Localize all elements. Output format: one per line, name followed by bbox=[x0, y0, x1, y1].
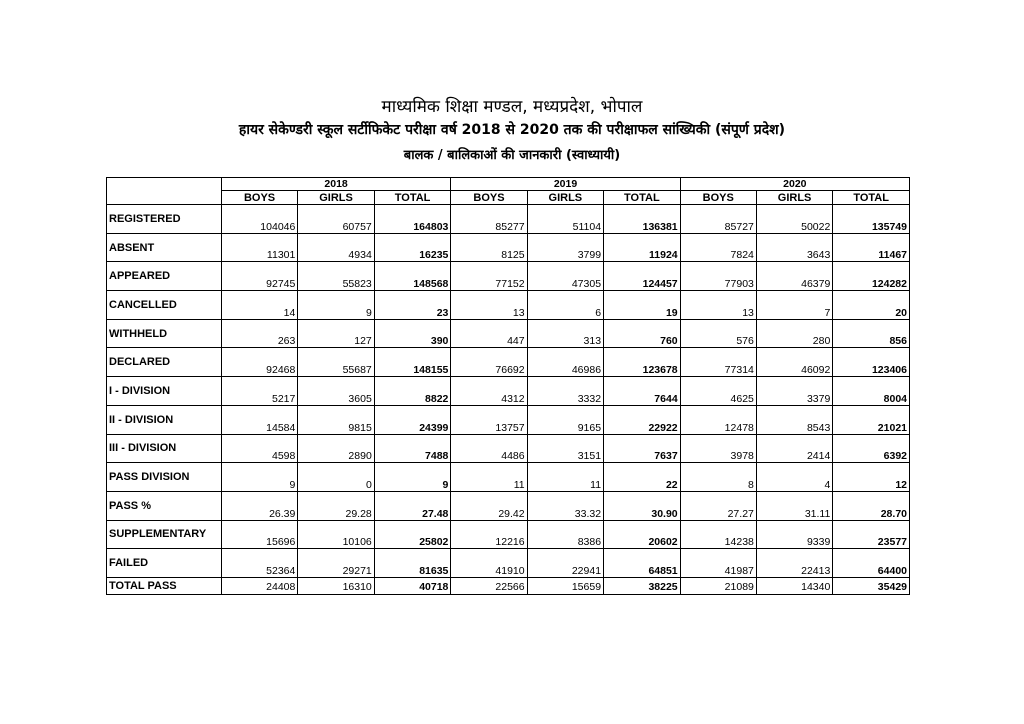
row-label: I - DIVISION bbox=[107, 377, 222, 406]
value-cell: 10106 bbox=[298, 520, 374, 549]
value-cell: 11 bbox=[451, 463, 527, 492]
value-cell: 8386 bbox=[527, 520, 603, 549]
value-cell: 8125 bbox=[451, 233, 527, 262]
total-cell: 123406 bbox=[833, 348, 910, 377]
value-cell: 50022 bbox=[756, 205, 832, 234]
value-cell: 77152 bbox=[451, 262, 527, 291]
value-cell: 55823 bbox=[298, 262, 374, 291]
table-row bbox=[107, 405, 910, 434]
value-cell: 13757 bbox=[451, 405, 527, 434]
row-label: II - DIVISION bbox=[107, 405, 222, 434]
value-cell: 16310 bbox=[298, 577, 374, 594]
value-cell: 127 bbox=[298, 319, 374, 348]
value-cell: 11301 bbox=[221, 233, 298, 262]
value-cell: 46379 bbox=[756, 262, 832, 291]
row-label: DECLARED bbox=[107, 348, 222, 377]
total-cell: 20 bbox=[833, 291, 910, 320]
value-cell: 4486 bbox=[451, 434, 527, 463]
year-header-row bbox=[107, 178, 910, 191]
value-cell: 31.11 bbox=[756, 491, 832, 520]
total-cell: 28.70 bbox=[833, 491, 910, 520]
value-cell: 14 bbox=[221, 291, 298, 320]
value-cell: 313 bbox=[527, 319, 603, 348]
value-cell: 14238 bbox=[680, 520, 756, 549]
year-header: 2019 bbox=[451, 178, 680, 191]
value-cell: 104046 bbox=[221, 205, 298, 234]
corner-cell bbox=[107, 178, 222, 205]
value-cell: 41987 bbox=[680, 549, 756, 578]
total-cell: 16235 bbox=[374, 233, 451, 262]
value-cell: 46986 bbox=[527, 348, 603, 377]
column-header-row bbox=[107, 191, 910, 205]
value-cell: 3379 bbox=[756, 377, 832, 406]
total-cell: 19 bbox=[604, 291, 681, 320]
total-cell: 64400 bbox=[833, 549, 910, 578]
total-cell: 148568 bbox=[374, 262, 451, 291]
value-cell: 7 bbox=[756, 291, 832, 320]
value-cell: 2414 bbox=[756, 434, 832, 463]
total-cell: 124282 bbox=[833, 262, 910, 291]
value-cell: 41910 bbox=[451, 549, 527, 578]
total-cell: 25802 bbox=[374, 520, 451, 549]
total-cell: 124457 bbox=[604, 262, 681, 291]
value-cell: 263 bbox=[221, 319, 298, 348]
total-cell: 21021 bbox=[833, 405, 910, 434]
value-cell: 4598 bbox=[221, 434, 298, 463]
total-cell: 11467 bbox=[833, 233, 910, 262]
total-cell: 27.48 bbox=[374, 491, 451, 520]
value-cell: 13 bbox=[680, 291, 756, 320]
value-cell: 576 bbox=[680, 319, 756, 348]
value-cell: 60757 bbox=[298, 205, 374, 234]
value-cell: 5217 bbox=[221, 377, 298, 406]
value-cell: 9815 bbox=[298, 405, 374, 434]
table-body bbox=[107, 205, 910, 595]
value-cell: 3605 bbox=[298, 377, 374, 406]
table-row bbox=[107, 291, 910, 320]
value-cell: 12216 bbox=[451, 520, 527, 549]
value-cell: 29.28 bbox=[298, 491, 374, 520]
value-cell: 3799 bbox=[527, 233, 603, 262]
value-cell: 15659 bbox=[527, 577, 603, 594]
total-cell: 22 bbox=[604, 463, 681, 492]
column-header: TOTAL bbox=[604, 191, 681, 205]
row-label: III - DIVISION bbox=[107, 434, 222, 463]
value-cell: 77903 bbox=[680, 262, 756, 291]
value-cell: 76692 bbox=[451, 348, 527, 377]
row-label: APPEARED bbox=[107, 262, 222, 291]
value-cell: 27.27 bbox=[680, 491, 756, 520]
value-cell: 7824 bbox=[680, 233, 756, 262]
column-header: BOYS bbox=[221, 191, 298, 205]
value-cell: 92468 bbox=[221, 348, 298, 377]
row-label: PASS % bbox=[107, 491, 222, 520]
table-row bbox=[107, 205, 910, 234]
total-cell: 40718 bbox=[374, 577, 451, 594]
total-cell: 164803 bbox=[374, 205, 451, 234]
value-cell: 14584 bbox=[221, 405, 298, 434]
table-row bbox=[107, 491, 910, 520]
year-header: 2018 bbox=[221, 178, 451, 191]
value-cell: 0 bbox=[298, 463, 374, 492]
value-cell: 4934 bbox=[298, 233, 374, 262]
value-cell: 24408 bbox=[221, 577, 298, 594]
row-label: WITHHELD bbox=[107, 319, 222, 348]
total-cell: 6392 bbox=[833, 434, 910, 463]
table-row bbox=[107, 319, 910, 348]
total-cell: 148155 bbox=[374, 348, 451, 377]
value-cell: 8 bbox=[680, 463, 756, 492]
row-label: FAILED bbox=[107, 549, 222, 578]
total-cell: 12 bbox=[833, 463, 910, 492]
value-cell: 3332 bbox=[527, 377, 603, 406]
value-cell: 4625 bbox=[680, 377, 756, 406]
total-cell: 7637 bbox=[604, 434, 681, 463]
table-row bbox=[107, 348, 910, 377]
value-cell: 9 bbox=[221, 463, 298, 492]
value-cell: 3151 bbox=[527, 434, 603, 463]
row-label: ABSENT bbox=[107, 233, 222, 262]
column-header: GIRLS bbox=[298, 191, 374, 205]
value-cell: 29.42 bbox=[451, 491, 527, 520]
value-cell: 12478 bbox=[680, 405, 756, 434]
total-cell: 35429 bbox=[833, 577, 910, 594]
total-cell: 390 bbox=[374, 319, 451, 348]
row-label: CANCELLED bbox=[107, 291, 222, 320]
value-cell: 13 bbox=[451, 291, 527, 320]
value-cell: 52364 bbox=[221, 549, 298, 578]
total-cell: 20602 bbox=[604, 520, 681, 549]
column-header: TOTAL bbox=[833, 191, 910, 205]
value-cell: 2890 bbox=[298, 434, 374, 463]
value-cell: 85727 bbox=[680, 205, 756, 234]
value-cell: 77314 bbox=[680, 348, 756, 377]
total-cell: 11924 bbox=[604, 233, 681, 262]
value-cell: 3643 bbox=[756, 233, 832, 262]
value-cell: 33.32 bbox=[527, 491, 603, 520]
value-cell: 22413 bbox=[756, 549, 832, 578]
year-header: 2020 bbox=[680, 178, 909, 191]
value-cell: 11 bbox=[527, 463, 603, 492]
total-cell: 8004 bbox=[833, 377, 910, 406]
value-cell: 447 bbox=[451, 319, 527, 348]
column-header: BOYS bbox=[680, 191, 756, 205]
table-row bbox=[107, 577, 910, 594]
total-cell: 23 bbox=[374, 291, 451, 320]
total-cell: 23577 bbox=[833, 520, 910, 549]
table-row bbox=[107, 463, 910, 492]
value-cell: 47305 bbox=[527, 262, 603, 291]
table-row bbox=[107, 262, 910, 291]
row-label: SUPPLEMENTARY bbox=[107, 520, 222, 549]
value-cell: 21089 bbox=[680, 577, 756, 594]
report-category: बालक / बालिकाओं की जानकारी (स्वाध्यायी) bbox=[403, 148, 621, 163]
table-row bbox=[107, 233, 910, 262]
value-cell: 4312 bbox=[451, 377, 527, 406]
total-cell: 9 bbox=[374, 463, 451, 492]
total-cell: 64851 bbox=[604, 549, 681, 578]
total-cell: 38225 bbox=[604, 577, 681, 594]
value-cell: 9165 bbox=[527, 405, 603, 434]
total-cell: 30.90 bbox=[604, 491, 681, 520]
column-header: GIRLS bbox=[527, 191, 603, 205]
total-cell: 24399 bbox=[374, 405, 451, 434]
value-cell: 22566 bbox=[451, 577, 527, 594]
value-cell: 22941 bbox=[527, 549, 603, 578]
total-cell: 135749 bbox=[833, 205, 910, 234]
total-cell: 856 bbox=[833, 319, 910, 348]
value-cell: 51104 bbox=[527, 205, 603, 234]
report-subtitle: हायर सेकेण्डरी स्कूल सर्टीफिकेट परीक्षा वर्ष 2018 से 2020 तक की परीक्षाफल सांख्यिकी (संपूर्ण प्रदेश) bbox=[238, 122, 786, 138]
value-cell: 46092 bbox=[756, 348, 832, 377]
value-cell: 280 bbox=[756, 319, 832, 348]
total-cell: 7488 bbox=[374, 434, 451, 463]
value-cell: 26.39 bbox=[221, 491, 298, 520]
value-cell: 3978 bbox=[680, 434, 756, 463]
total-cell: 81635 bbox=[374, 549, 451, 578]
results-statistics-table bbox=[106, 177, 910, 595]
table-row bbox=[107, 377, 910, 406]
value-cell: 15696 bbox=[221, 520, 298, 549]
table-row bbox=[107, 434, 910, 463]
column-header: GIRLS bbox=[756, 191, 832, 205]
total-cell: 22922 bbox=[604, 405, 681, 434]
column-header: TOTAL bbox=[374, 191, 451, 205]
value-cell: 29271 bbox=[298, 549, 374, 578]
column-header: BOYS bbox=[451, 191, 527, 205]
row-label: TOTAL PASS bbox=[107, 577, 222, 594]
total-cell: 123678 bbox=[604, 348, 681, 377]
value-cell: 9339 bbox=[756, 520, 832, 549]
value-cell: 8543 bbox=[756, 405, 832, 434]
total-cell: 7644 bbox=[604, 377, 681, 406]
row-label: PASS DIVISION bbox=[107, 463, 222, 492]
value-cell: 55687 bbox=[298, 348, 374, 377]
value-cell: 4 bbox=[756, 463, 832, 492]
value-cell: 14340 bbox=[756, 577, 832, 594]
total-cell: 760 bbox=[604, 319, 681, 348]
total-cell: 136381 bbox=[604, 205, 681, 234]
value-cell: 9 bbox=[298, 291, 374, 320]
total-cell: 8822 bbox=[374, 377, 451, 406]
board-title: माध्यमिक शिक्षा मण्डल, मध्यप्रदेश, भोपाल bbox=[381, 97, 643, 117]
table-row bbox=[107, 549, 910, 578]
value-cell: 6 bbox=[527, 291, 603, 320]
table-row bbox=[107, 520, 910, 549]
value-cell: 85277 bbox=[451, 205, 527, 234]
value-cell: 92745 bbox=[221, 262, 298, 291]
row-label: REGISTERED bbox=[107, 205, 222, 234]
